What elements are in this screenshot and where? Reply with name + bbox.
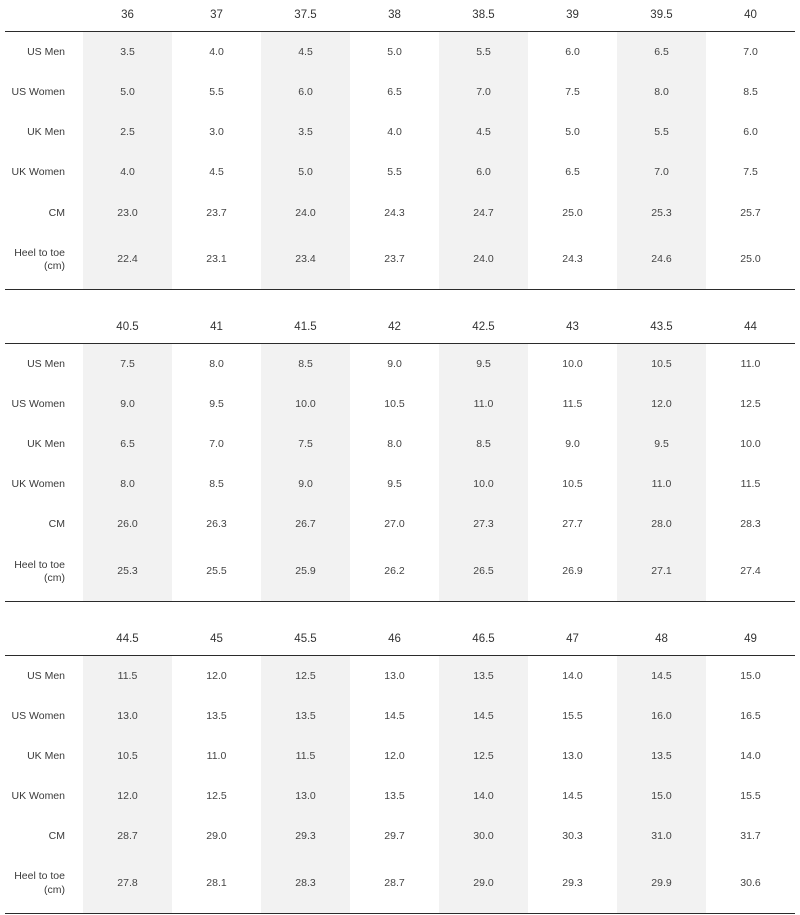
table-cell: 13.5 — [439, 655, 528, 696]
table-cell: 31.7 — [740, 830, 761, 843]
table-cell: 11.5 — [740, 478, 761, 491]
table-row — [5, 72, 795, 112]
table-cell: 14.0 — [740, 750, 761, 762]
column-header-eu-size: 49 — [706, 624, 795, 656]
table-cell: 5.5 — [439, 32, 528, 73]
table-cell: 30.0 — [439, 816, 528, 856]
table-cell: 31.0 — [617, 816, 706, 856]
table-cell: 5.5 — [617, 112, 706, 152]
row-label: US Men — [5, 32, 83, 73]
size-block — [5, 624, 795, 913]
table-cell: 4.5 — [261, 32, 350, 73]
table-cell: 25.0 — [740, 253, 761, 266]
table-cell: 10.5 — [617, 343, 706, 384]
table-cell: 26.2 — [384, 565, 405, 578]
table-cell: 5.5 — [209, 86, 224, 99]
column-header-eu-size: 44 — [706, 312, 795, 344]
table-cell: 8.0 — [387, 438, 402, 451]
table-cell: 5.5 — [387, 166, 402, 179]
table-cell: 15.5 — [562, 709, 583, 722]
table-cell: 4.5 — [209, 166, 224, 179]
column-header-eu-size: 48 — [617, 624, 706, 656]
table-cell: 13.0 — [83, 696, 172, 736]
size-chart-blocks — [5, 0, 795, 913]
table-cell: 12.0 — [206, 669, 227, 682]
row-label: Heel to toe (cm) — [5, 856, 83, 912]
table-row — [5, 696, 795, 736]
row-label: UK Women — [5, 776, 83, 816]
table-row — [5, 343, 795, 384]
table-cell: 5.0 — [565, 126, 580, 139]
block-gap — [5, 290, 795, 312]
table-cell: 25.7 — [740, 206, 761, 219]
header-corner — [5, 0, 83, 32]
table-cell: 9.5 — [387, 478, 402, 491]
table-cell: 12.0 — [384, 750, 405, 762]
table-cell: 4.0 — [387, 126, 402, 139]
table-cell: 15.5 — [740, 790, 761, 803]
column-header-eu-size: 45 — [172, 624, 261, 656]
table-cell: 7.5 — [261, 424, 350, 464]
table-cell: 26.0 — [83, 504, 172, 544]
column-header-eu-size: 45.5 — [261, 624, 350, 656]
size-table — [5, 312, 795, 601]
column-header-eu-size: 42.5 — [439, 312, 528, 344]
table-cell: 12.5 — [261, 655, 350, 696]
table-cell: 8.0 — [83, 464, 172, 504]
table-cell: 27.4 — [740, 565, 761, 578]
table-cell: 23.1 — [206, 253, 227, 266]
table-cell: 29.0 — [206, 830, 227, 843]
table-row — [5, 545, 795, 601]
column-header-eu-size: 37.5 — [261, 0, 350, 32]
table-cell: 9.0 — [83, 384, 172, 424]
table-row — [5, 736, 795, 776]
table-cell: 25.9 — [261, 545, 350, 601]
row-label: UK Men — [5, 736, 83, 776]
table-cell: 12.5 — [439, 736, 528, 776]
table-cell: 29.0 — [439, 856, 528, 912]
table-cell: 27.3 — [439, 504, 528, 544]
table-cell: 12.0 — [617, 384, 706, 424]
table-cell: 28.7 — [83, 816, 172, 856]
table-cell: 25.0 — [562, 206, 583, 219]
table-cell: 22.4 — [83, 233, 172, 289]
column-header-eu-size: 41.5 — [261, 312, 350, 344]
table-row — [5, 776, 795, 816]
table-header-row — [5, 0, 795, 32]
row-label: US Women — [5, 384, 83, 424]
table-cell: 11.0 — [206, 750, 227, 762]
table-cell: 27.0 — [384, 518, 405, 531]
column-header-eu-size: 47 — [528, 624, 617, 656]
table-row — [5, 233, 795, 289]
table-cell: 6.0 — [743, 126, 758, 139]
table-cell: 28.1 — [206, 876, 227, 889]
table-row — [5, 856, 795, 912]
table-cell: 30.3 — [562, 830, 583, 843]
table-cell: 16.0 — [617, 696, 706, 736]
column-header-eu-size: 39 — [528, 0, 617, 32]
table-row — [5, 464, 795, 504]
column-header-eu-size: 36 — [83, 0, 172, 32]
table-cell: 12.5 — [740, 398, 761, 410]
bottom-rule — [5, 913, 795, 914]
table-cell: 11.0 — [439, 384, 528, 424]
table-cell: 28.3 — [261, 856, 350, 912]
table-cell: 26.9 — [562, 565, 583, 578]
table-cell: 6.0 — [261, 72, 350, 112]
table-cell: 5.0 — [261, 152, 350, 192]
table-cell: 29.3 — [261, 816, 350, 856]
table-cell: 23.7 — [206, 206, 227, 219]
table-cell: 15.0 — [617, 776, 706, 816]
table-cell: 14.5 — [617, 655, 706, 696]
row-label: US Women — [5, 72, 83, 112]
table-cell: 8.5 — [209, 478, 224, 491]
table-cell: 6.5 — [83, 424, 172, 464]
table-row — [5, 384, 795, 424]
table-cell: 3.5 — [83, 32, 172, 73]
table-cell: 26.7 — [261, 504, 350, 544]
table-row — [5, 504, 795, 544]
table-cell: 27.7 — [562, 518, 583, 531]
table-cell: 14.5 — [562, 790, 583, 803]
table-cell: 11.0 — [617, 464, 706, 504]
table-cell: 24.3 — [562, 253, 583, 266]
table-cell: 13.0 — [384, 669, 405, 682]
table-cell: 27.8 — [83, 856, 172, 912]
table-row — [5, 112, 795, 152]
column-header-eu-size: 39.5 — [617, 0, 706, 32]
table-cell: 10.5 — [83, 736, 172, 776]
table-cell: 9.0 — [565, 438, 580, 451]
table-cell: 9.5 — [439, 343, 528, 384]
table-cell: 14.0 — [562, 669, 583, 682]
row-label: CM — [5, 193, 83, 233]
table-cell: 24.6 — [617, 233, 706, 289]
table-cell: 11.5 — [83, 655, 172, 696]
table-cell: 4.0 — [209, 46, 224, 58]
table-cell: 29.9 — [617, 856, 706, 912]
table-cell: 13.5 — [384, 790, 405, 803]
column-header-eu-size: 46 — [350, 624, 439, 656]
size-block — [5, 0, 795, 289]
table-cell: 9.0 — [261, 464, 350, 504]
table-cell: 6.5 — [387, 86, 402, 99]
column-header-eu-size: 42 — [350, 312, 439, 344]
table-cell: 10.5 — [562, 478, 583, 491]
table-cell: 11.5 — [261, 736, 350, 776]
table-cell: 23.7 — [384, 253, 405, 266]
row-label: UK Men — [5, 112, 83, 152]
table-cell: 10.0 — [261, 384, 350, 424]
table-cell: 6.5 — [617, 32, 706, 73]
table-cell: 24.0 — [439, 233, 528, 289]
row-label: Heel to toe (cm) — [5, 233, 83, 289]
column-header-eu-size: 37 — [172, 0, 261, 32]
table-cell: 10.0 — [740, 438, 761, 451]
table-cell: 6.0 — [439, 152, 528, 192]
table-cell: 13.5 — [261, 696, 350, 736]
table-cell: 13.5 — [617, 736, 706, 776]
table-cell: 13.5 — [206, 709, 227, 722]
table-cell: 29.3 — [562, 876, 583, 889]
table-cell: 6.5 — [565, 166, 580, 179]
column-header-eu-size: 43.5 — [617, 312, 706, 344]
table-cell: 26.5 — [439, 545, 528, 601]
row-label: US Men — [5, 343, 83, 384]
block-gap — [5, 602, 795, 624]
table-cell: 7.5 — [743, 166, 758, 179]
table-row — [5, 193, 795, 233]
table-cell: 11.0 — [740, 357, 761, 370]
row-label: UK Men — [5, 424, 83, 464]
table-cell: 13.0 — [562, 750, 583, 762]
row-label: CM — [5, 504, 83, 544]
column-header-eu-size: 44.5 — [83, 624, 172, 656]
table-cell: 8.0 — [617, 72, 706, 112]
table-cell: 24.7 — [439, 193, 528, 233]
row-label: UK Women — [5, 152, 83, 192]
table-cell: 28.0 — [617, 504, 706, 544]
table-cell: 25.5 — [206, 565, 227, 578]
table-row — [5, 655, 795, 696]
table-cell: 7.5 — [565, 86, 580, 99]
column-header-eu-size: 43 — [528, 312, 617, 344]
table-cell: 13.0 — [261, 776, 350, 816]
column-header-eu-size: 38 — [350, 0, 439, 32]
table-cell: 4.0 — [83, 152, 172, 192]
table-cell: 23.4 — [261, 233, 350, 289]
table-cell: 30.6 — [740, 876, 761, 889]
table-cell: 28.3 — [740, 518, 761, 531]
row-label: UK Women — [5, 464, 83, 504]
table-cell: 9.0 — [387, 357, 402, 370]
column-header-eu-size: 41 — [172, 312, 261, 344]
table-row — [5, 816, 795, 856]
table-header-row — [5, 624, 795, 656]
table-cell: 9.5 — [617, 424, 706, 464]
table-cell: 2.5 — [83, 112, 172, 152]
table-header-row — [5, 312, 795, 344]
table-row — [5, 32, 795, 73]
column-header-eu-size: 38.5 — [439, 0, 528, 32]
header-corner — [5, 624, 83, 656]
size-table — [5, 0, 795, 289]
table-cell: 7.0 — [209, 438, 224, 451]
table-cell: 15.0 — [740, 669, 761, 682]
table-row — [5, 152, 795, 192]
table-cell: 10.0 — [439, 464, 528, 504]
table-cell: 24.3 — [384, 206, 405, 219]
header-corner — [5, 312, 83, 344]
table-cell: 27.1 — [617, 545, 706, 601]
table-cell: 10.5 — [384, 398, 405, 410]
row-label: US Women — [5, 696, 83, 736]
size-table — [5, 624, 795, 913]
column-header-eu-size: 40 — [706, 0, 795, 32]
column-header-eu-size: 46.5 — [439, 624, 528, 656]
table-cell: 7.5 — [83, 343, 172, 384]
table-cell: 8.5 — [439, 424, 528, 464]
table-cell: 14.5 — [384, 709, 405, 722]
table-cell: 25.3 — [83, 545, 172, 601]
table-cell: 8.5 — [261, 343, 350, 384]
table-cell: 11.5 — [562, 398, 583, 410]
table-cell: 25.3 — [617, 193, 706, 233]
table-cell: 3.5 — [261, 112, 350, 152]
table-cell: 12.5 — [206, 790, 227, 803]
table-cell: 7.0 — [743, 46, 758, 58]
table-cell: 12.0 — [83, 776, 172, 816]
table-cell: 23.0 — [83, 193, 172, 233]
column-header-eu-size: 40.5 — [83, 312, 172, 344]
table-cell: 14.5 — [439, 696, 528, 736]
table-cell: 5.0 — [387, 46, 402, 58]
size-block — [5, 312, 795, 601]
table-cell: 29.7 — [384, 830, 405, 843]
table-cell: 3.0 — [209, 126, 224, 139]
table-cell: 14.0 — [439, 776, 528, 816]
table-cell: 7.0 — [439, 72, 528, 112]
table-cell: 8.5 — [743, 86, 758, 99]
table-cell: 28.7 — [384, 876, 405, 889]
table-cell: 8.0 — [209, 357, 224, 370]
table-cell: 4.5 — [439, 112, 528, 152]
row-label: Heel to toe (cm) — [5, 545, 83, 601]
table-cell: 26.3 — [206, 518, 227, 531]
row-label: CM — [5, 816, 83, 856]
table-cell: 7.0 — [617, 152, 706, 192]
table-cell: 6.0 — [565, 46, 580, 58]
table-cell: 24.0 — [261, 193, 350, 233]
table-cell: 16.5 — [740, 709, 761, 722]
table-cell: 10.0 — [562, 357, 583, 370]
row-label: US Men — [5, 655, 83, 696]
table-cell: 5.0 — [83, 72, 172, 112]
table-cell: 9.5 — [209, 398, 224, 410]
table-row — [5, 424, 795, 464]
